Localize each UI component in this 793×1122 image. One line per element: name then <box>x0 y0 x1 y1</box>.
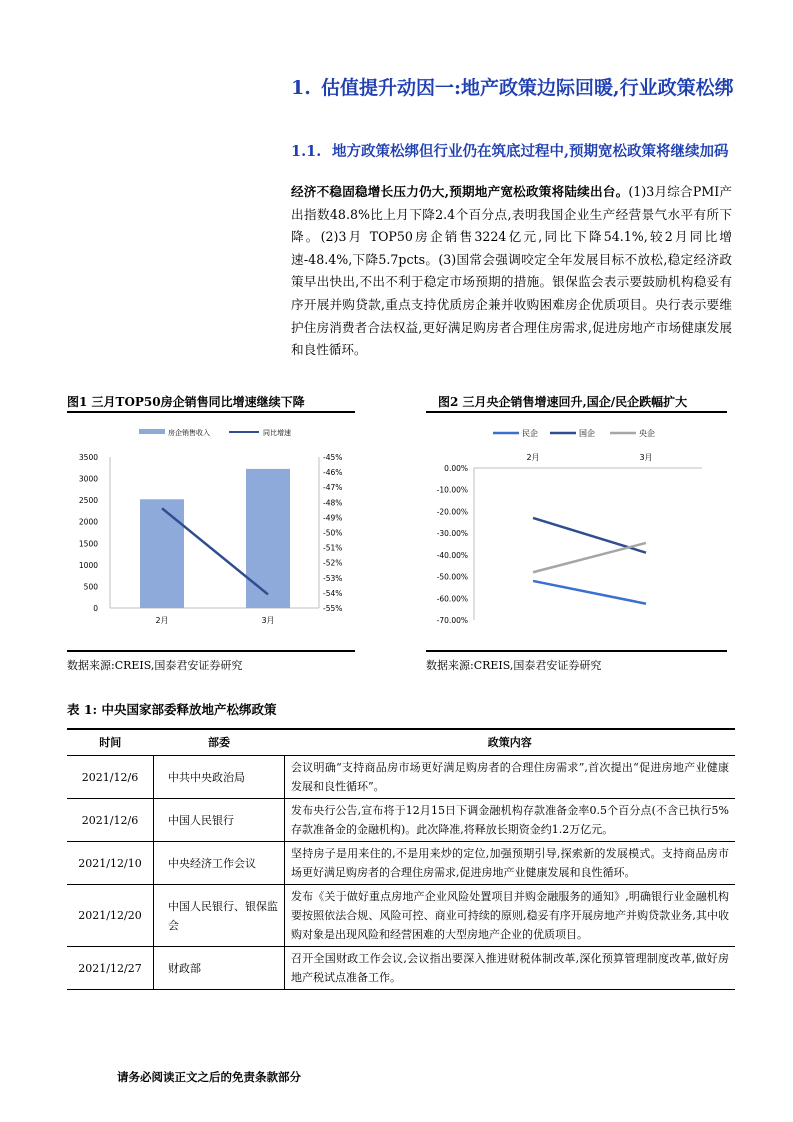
row-dept: 中共中央政治局 <box>154 756 285 799</box>
figure-2-x-label-mar: 3月 <box>639 453 653 462</box>
row-content: 发布央行公告,宣布将于12月15日下调金融机构存款准备金率0.5个百分点(不含已执行5%存款准备金的金融机构)。此次降准,将释放长期资金约1.2万亿元。 <box>285 799 736 842</box>
figure-1-source: 数据来源:CREIS,国泰君安证券研究 <box>67 659 243 672</box>
row-date: 2021/12/6 <box>67 799 154 842</box>
right-tick-label: -48% <box>323 498 343 508</box>
right-tick-label: -46% <box>323 468 343 478</box>
figure-1-left-axis <box>79 453 98 613</box>
paragraph-lead: 经济不稳固稳增长压力仍大,预期地产宽松政策将陆续出台。 <box>291 184 629 199</box>
left-tick-label: 3000 <box>78 474 98 484</box>
table-row <box>67 842 735 885</box>
table-row <box>67 756 735 799</box>
left-tick-label: 500 <box>83 582 98 592</box>
section-heading-1 <box>291 62 741 114</box>
row-dept: 中国人民银行 <box>154 799 285 842</box>
heading-2-text: 地方政策松绑但行业仍在筑底过程中,预期宽松政策将继续加码 <box>332 143 729 160</box>
heading-1-text: 估值提升动因一:地产政策边际回暖,行业政策松绑 <box>321 77 734 99</box>
row-content: 召开全国财政工作会议,会议指出要深入推进财税体制改革,深化预算管理制度改革,做好房地产税试点准备工作。 <box>285 947 736 990</box>
right-tick-label: -53% <box>323 573 343 583</box>
left-tick-label: 1500 <box>78 539 98 549</box>
figure-2-y-axis <box>437 464 468 625</box>
figure-1-bar-mar <box>246 469 290 608</box>
header-date: 时间 <box>67 729 154 756</box>
figure-2-line-private <box>533 581 646 604</box>
paragraph-body: (1)3月综合PMI产出指数48.8%比上月下降2.4个百分点,表明我国企业生产经营景气水平有所下降。(2)3月 TOP50房企销售3224亿元,同比下降54.1%,较2月同比增速-48.4%,下降5.7pcts。(3)国常会强调咬定全年发展目标不放松,稳定经济政策早出快出,不出不利于稳定市场预期的措施。银保监会表示要鼓励机构稳妥有序开展并购贷款,重点支持优质房企兼并收购困难房企优质项目。央行表示要维护住房消费者合法权益,更好满足购房者合理住房需求,促进房地产市场健康发展和良性循环。 <box>291 184 732 358</box>
right-tick-label: -55% <box>323 604 343 613</box>
figure-1-chart <box>67 418 362 643</box>
left-tick-label: 2000 <box>78 517 98 527</box>
right-tick-label: -52% <box>323 558 343 568</box>
legend-label-bar: 房企销售收入 <box>168 429 210 437</box>
figure-2-title-rule <box>426 411 727 413</box>
right-tick-label: -47% <box>323 483 343 493</box>
header-dept: 部委 <box>154 729 285 756</box>
y-tick-label: 0.00% <box>444 464 468 473</box>
y-tick-label: -70.00% <box>436 616 468 625</box>
policy-table <box>67 728 735 990</box>
row-dept: 中央经济工作会议 <box>154 842 285 885</box>
left-tick-label: 1000 <box>78 560 98 570</box>
figure-1-x-label-mar: 3月 <box>261 616 275 625</box>
right-tick-label: -50% <box>323 528 343 538</box>
figure-2-bottom-rule <box>426 650 727 652</box>
section-heading-1-1 <box>291 141 741 162</box>
figure-2-chart <box>426 418 727 643</box>
row-content: 会议明确“支持商品房市场更好满足购房者的合理住房需求”,首次提出“促进房地产业健康发展和良性循环”。 <box>285 756 736 799</box>
table-1-title: 表 1: 中央国家部委释放地产松绑政策 <box>67 702 277 717</box>
legend-label-line: 同比增速 <box>263 429 291 437</box>
row-content: 坚持房子是用来住的,不是用来炒的定位,加强预期引导,探索新的发展模式。支持商品房市场更好满足购房者的合理住房需求,促进房地产业健康发展和良性循环。 <box>285 842 736 885</box>
y-tick-label: -60.00% <box>436 594 468 604</box>
y-tick-label: -30.00% <box>436 529 468 539</box>
figure-1-x-label-feb: 2月 <box>155 616 169 625</box>
row-date: 2021/12/27 <box>67 947 154 990</box>
y-tick-label: -10.00% <box>436 485 468 495</box>
header-content: 政策内容 <box>285 729 736 756</box>
figure-2-line-central <box>533 543 646 572</box>
legend-label-state: 国企 <box>579 429 595 438</box>
row-dept: 中国人民银行、银保监会 <box>154 885 285 947</box>
left-tick-label: 0 <box>93 604 98 613</box>
figure-2-title: 图2 三月央企销售增速回升,国企/民企跌幅扩大 <box>438 395 688 409</box>
row-dept: 财政部 <box>154 947 285 990</box>
y-tick-label: -50.00% <box>436 572 468 582</box>
figure-2-legend <box>493 428 655 438</box>
right-tick-label: -54% <box>323 588 343 598</box>
disclaimer-footer: 请务必阅读正文之后的免责条款部分 <box>117 1070 301 1084</box>
left-tick-label: 2500 <box>78 496 98 506</box>
figure-1-bar-feb <box>140 499 184 608</box>
figure-1-right-axis <box>323 453 342 613</box>
legend-label-private: 民企 <box>522 429 538 438</box>
figure-1-title: 图1 三月TOP50房企销售同比增速继续下降 <box>67 395 305 409</box>
figure-1-legend <box>139 428 291 437</box>
y-tick-label: -20.00% <box>436 507 468 517</box>
row-date: 2021/12/6 <box>67 756 154 799</box>
table-row <box>67 799 735 842</box>
right-tick-label: -49% <box>323 513 343 523</box>
figure-2-source: 数据来源:CREIS,国泰君安证券研究 <box>426 659 602 672</box>
table-header-row <box>67 729 735 756</box>
heading-2-number: 1.1. <box>291 143 322 160</box>
body-paragraph <box>291 181 732 362</box>
table-row <box>67 947 735 990</box>
row-date: 2021/12/10 <box>67 842 154 885</box>
left-tick-label: 3500 <box>78 453 98 462</box>
figure-1-bottom-rule <box>67 650 355 652</box>
legend-swatch-bar <box>139 429 165 434</box>
figure-2-x-label-feb: 2月 <box>526 453 540 462</box>
heading-1-number: 1. <box>291 77 311 99</box>
row-date: 2021/12/20 <box>67 885 154 947</box>
row-content: 发布《关于做好重点房地产企业风险处置项目并购金融服务的通知》,明确银行业金融机构要按照依法合规、风险可控、商业可持续的原则,稳妥有序开展房地产并购贷款业务,其中收购对象是出现风险和经营困难的大型房地产企业的优质项目。 <box>285 885 736 947</box>
y-tick-label: -40.00% <box>436 550 468 560</box>
figure-1-title-rule <box>67 411 355 413</box>
table-row <box>67 885 735 947</box>
right-tick-label: -51% <box>323 543 343 553</box>
right-tick-label: -45% <box>323 453 343 462</box>
legend-label-central: 央企 <box>639 429 655 438</box>
